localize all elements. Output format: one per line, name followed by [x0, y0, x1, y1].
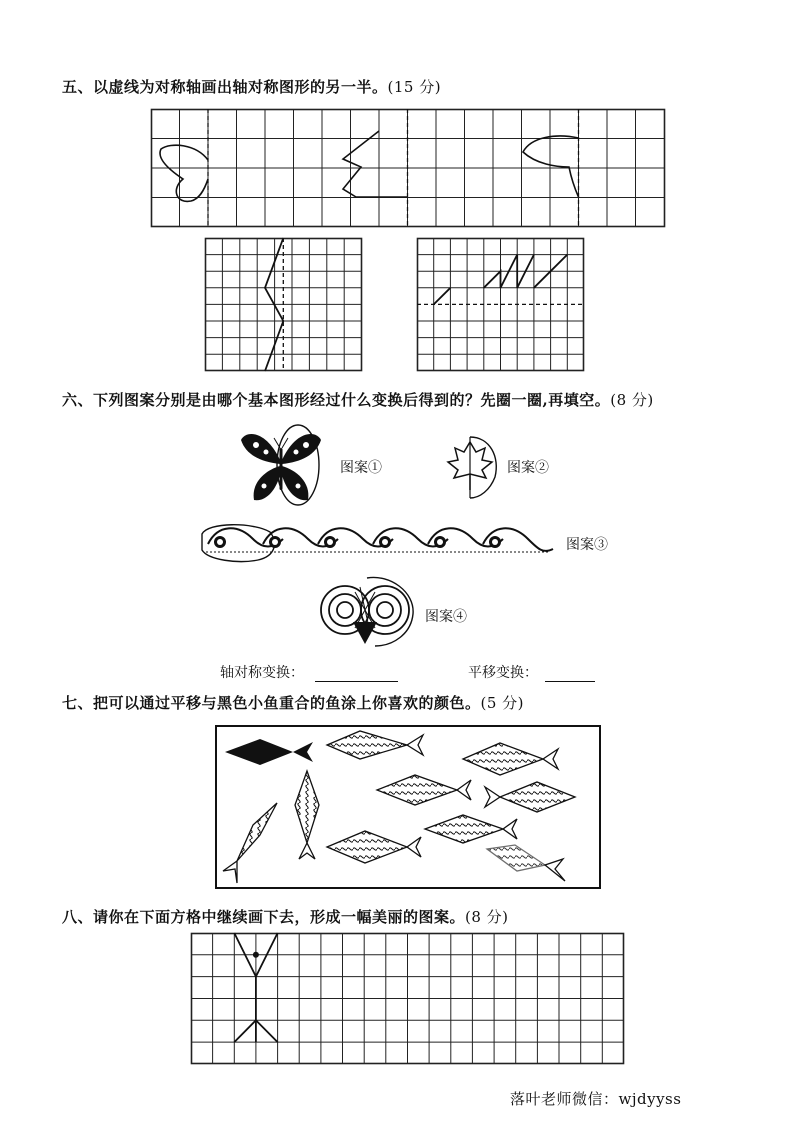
- selection-circle: [470, 437, 496, 498]
- translation-label: 平移变换：: [468, 665, 538, 681]
- q5-grid-right[interactable]: [417, 238, 584, 371]
- q8-pattern-grid[interactable]: [191, 933, 624, 1064]
- butterfly-pattern[interactable]: [236, 420, 326, 510]
- axis-symmetry-blank[interactable]: [315, 664, 398, 682]
- wave-border-pattern[interactable]: [198, 514, 558, 564]
- translation-blank[interactable]: [545, 664, 595, 682]
- pattern2-label: 图案②: [507, 460, 549, 476]
- half-heart-shape: [160, 145, 208, 201]
- q5-title: 五、以虚线为对称轴画出轴对称图形的另一半。(15 分): [62, 78, 442, 96]
- double-fish-pattern[interactable]: [315, 572, 420, 652]
- q8-title: 八、请你在下面方格中继续画下去，形成一幅美丽的图案。(8 分): [62, 908, 509, 926]
- axis-symmetry-label: 轴对称变换：: [220, 665, 304, 681]
- pattern4-label: 图案④: [425, 609, 467, 625]
- q7-title: 七、把可以通过平移与黑色小鱼重合的鱼涂上你喜欢的颜色。(5 分): [62, 694, 525, 712]
- half-leaf-shape: [523, 136, 579, 197]
- q6-title: 六、下列图案分别是由哪个基本图形经过什么变换后得到的？先圈一圈,再填空。(8 分): [62, 391, 654, 409]
- q5-grid-left[interactable]: [205, 238, 362, 371]
- pattern1-label: 图案①: [340, 460, 382, 476]
- maple-leaf-pattern[interactable]: [440, 432, 510, 502]
- q5-grid-top[interactable]: [151, 109, 665, 227]
- pattern3-label: 图案③: [566, 537, 608, 553]
- half-zigzag-shape: [343, 131, 408, 197]
- fish-box: [215, 725, 601, 889]
- footer-wechat: 落叶老师微信：wjdyyss: [510, 1090, 682, 1108]
